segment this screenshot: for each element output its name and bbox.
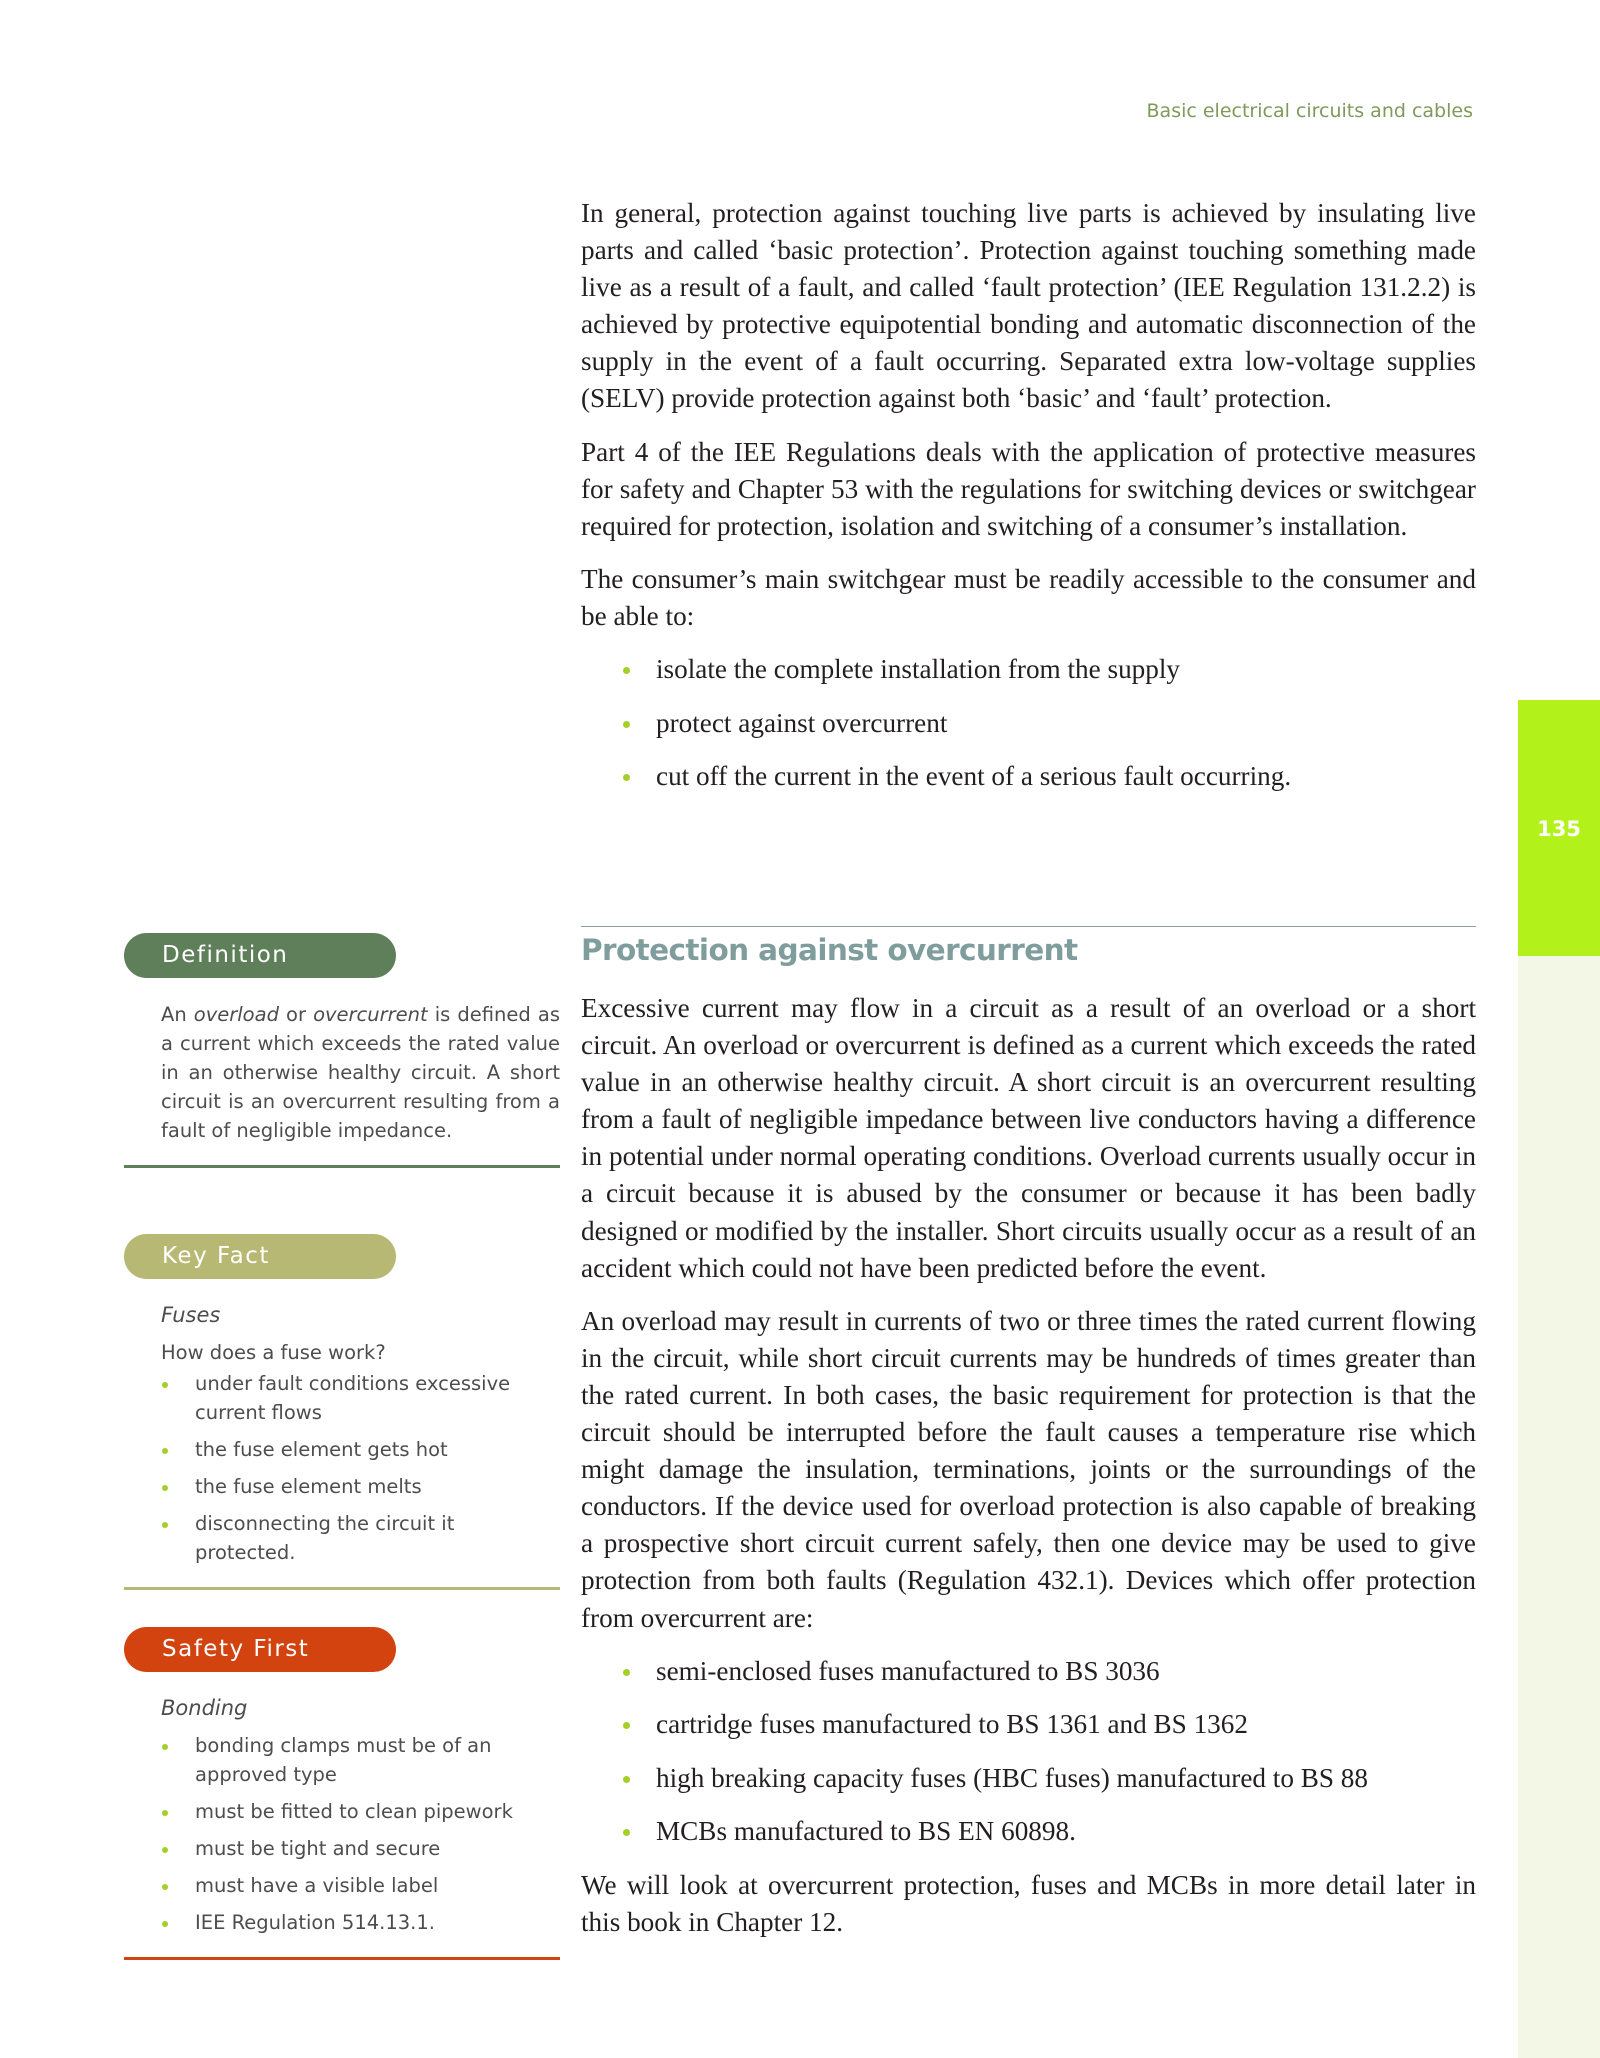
key-fact-box xyxy=(124,1234,560,1590)
safety-item: must be tight and secure xyxy=(161,1834,560,1863)
protective-devices-list xyxy=(581,1653,1476,1851)
closing-paragraph: We will look at overcurrent protection, fuses and MCBs in more detail later in this book in Chapter 12. xyxy=(581,1869,1476,1938)
definition-box xyxy=(124,933,560,1168)
key-fact-item: the fuse element melts xyxy=(161,1472,560,1501)
key-fact-item: the fuse element gets hot xyxy=(161,1435,560,1464)
section-divider xyxy=(581,926,1476,927)
definition-text: An overload or overcurrent is defined as a current which exceeds the rated value in an otherwise healthy circuit. A short circuit is an overcurrent resulting from a fault of negligible impedance. xyxy=(161,1003,560,1142)
intro-paragraph: Part 4 of the IEE Regulations deals with the application of protective measures for safety and Chapter 53 with the regulations for switching devices or switchgear required for protection, isolation and switching of a consumer’s installation. xyxy=(581,436,1476,541)
key-fact-question: How does a fuse work? xyxy=(161,1341,386,1364)
section-paragraph: An overload may result in currents of two or three times the rated current flowing in the circuit, while short circuit currents may be hundreds of times greater than the rated current. In both cases, the basic requirement for protection is that the circuit should be interrupted before the fault causes a temperature rise which might damage the insulation, terminations, joints or the surroundings of the conductors. If the device used for overload protection is also capable of breaking a prospective short circuit current safely, then one device may be used to give protection from both faults (Regulation 432.1). Devices which offer protection from overcurrent are: xyxy=(581,1305,1476,1633)
definition-label: Definition xyxy=(124,933,396,978)
safety-first-subtitle: Bonding xyxy=(161,1696,248,1720)
bullet-item: high breaking capacity fuses (HBC fuses) manufactured to BS 88 xyxy=(623,1760,1476,1797)
term-overcurrent: overcurrent xyxy=(313,1003,428,1026)
key-fact-label: Key Fact xyxy=(124,1234,396,1279)
bullet-item: MCBs manufactured to BS EN 60898. xyxy=(623,1813,1476,1850)
safety-item: must be fitted to clean pipework xyxy=(161,1797,560,1826)
key-fact-list xyxy=(161,1369,560,1567)
page-number: 135 xyxy=(1537,817,1581,841)
safety-first-list xyxy=(161,1731,560,1937)
safety-item: IEE Regulation 514.13.1. xyxy=(161,1908,560,1937)
safety-item: must have a visible label xyxy=(161,1871,560,1900)
running-header: Basic electrical circuits and cables xyxy=(1146,100,1473,122)
key-fact-rule xyxy=(124,1587,560,1590)
safety-item: bonding clamps must be of an approved type xyxy=(161,1731,560,1789)
key-fact-subtitle: Fuses xyxy=(161,1303,221,1327)
bullet-item: cartridge fuses manufactured to BS 1361 and BS 1362 xyxy=(623,1706,1476,1743)
intro-block xyxy=(581,195,1476,812)
section-heading: Protection against overcurrent xyxy=(581,933,1078,967)
safety-first-rule xyxy=(124,1957,560,1960)
bullet-item: protect against overcurrent xyxy=(623,705,1476,742)
bullet-item: isolate the complete installation from the supply xyxy=(623,651,1476,688)
bullet-item: cut off the current in the event of a serious fault occurring. xyxy=(623,758,1476,795)
intro-paragraph: The consumer’s main switchgear must be readily accessible to the consumer and be able to: xyxy=(581,563,1476,631)
key-fact-item: under fault conditions excessive current flows xyxy=(161,1369,560,1427)
definition-rule xyxy=(124,1165,560,1168)
safety-first-label: Safety First xyxy=(124,1627,396,1672)
page-edge-strip xyxy=(1518,956,1600,2058)
term-overload: overload xyxy=(193,1003,279,1026)
section-paragraph: Excessive current may flow in a circuit as a result of an overload or a short circuit. An overload or overcurrent is defined as a current which exceeds the rated value in an otherwise healthy circuit. A short circuit is an overcurrent resulting from a fault of negligible impedance between live conductors having a difference in potential under normal operating conditions. Overload currents usually occur in a circuit because it is abused by the consumer or because it has been badly designed or modified by the installer. Short circuits usually occur as a result of an accident which could not have been predicted before the event. xyxy=(581,993,1476,1283)
switchgear-bullet-list xyxy=(581,651,1476,795)
bullet-item: semi-enclosed fuses manufactured to BS 3036 xyxy=(623,1653,1476,1690)
safety-first-box xyxy=(124,1627,560,1960)
key-fact-item: disconnecting the circuit it protected. xyxy=(161,1509,560,1567)
intro-paragraph: In general, protection against touching live parts is achieved by insulating live parts and called ‘basic protection’. Protection against touching something made live as a result of a fault, and called ‘fault protection’ (IEE Regulation 131.2.2) is achieved by protective equipotential bonding and automatic disconnection of the supply in the event of a fault occurring. Separated extra low-voltage supplies (SELV) provide protection against both ‘basic’ and ‘fault’ protection. xyxy=(581,198,1476,414)
section-body xyxy=(581,990,1476,1957)
